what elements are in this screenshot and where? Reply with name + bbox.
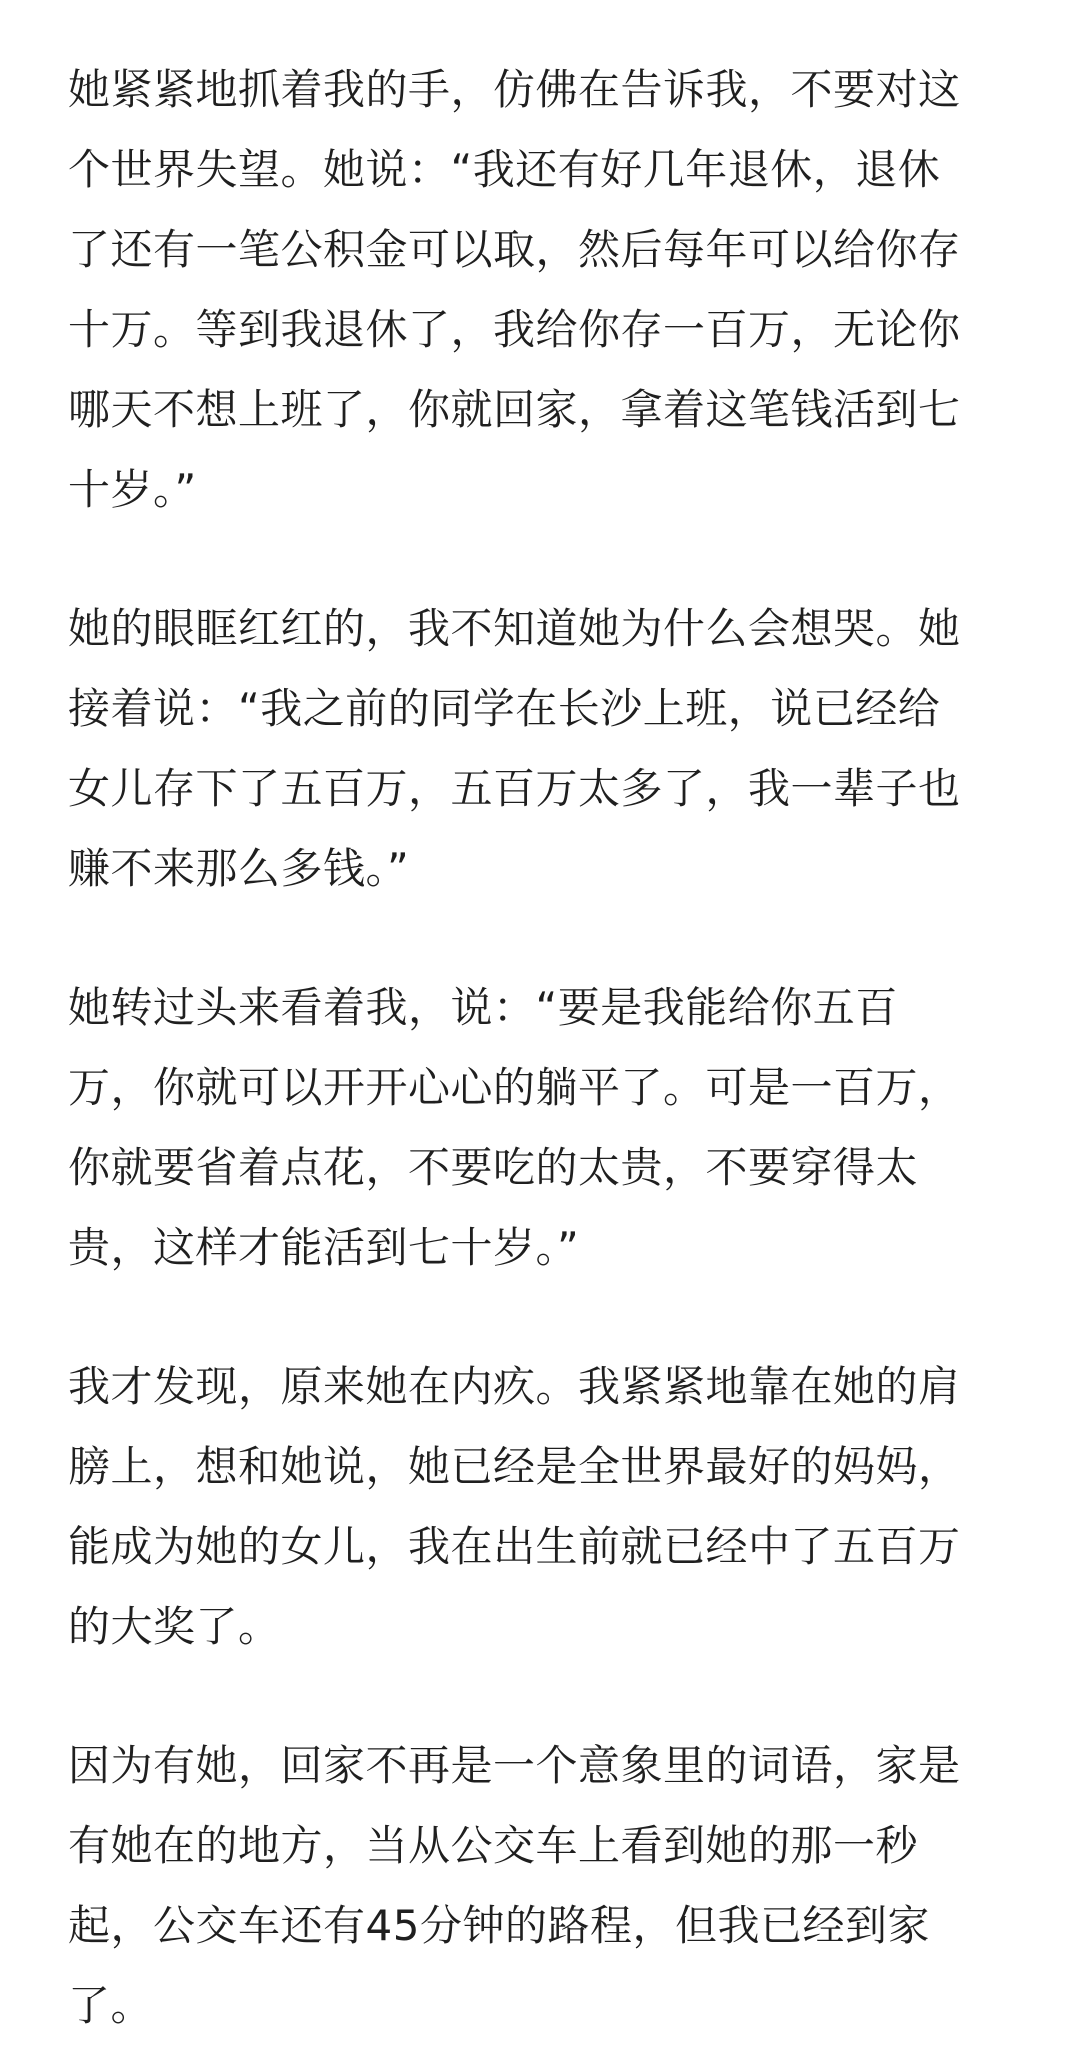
text-line: 起，公交车还有45分钟的路程，但我已经到家 (68, 1901, 930, 1950)
text-line: 万，你就可以开开心心的躺平了。可是一百万， (68, 1063, 961, 1112)
text-line: 我才发现，原来她在内疚。我紧紧地靠在她的肩 (68, 1362, 961, 1411)
paragraph-5 (68, 1726, 1020, 2046)
text-line: 膀上，想和她说，她已经是全世界最好的妈妈， (68, 1442, 961, 1491)
text-line: 你就要省着点花，不要吃的太贵，不要穿得太 (68, 1143, 919, 1192)
text-line: 十万。等到我退休了，我给你存一百万，无论你 (68, 305, 961, 354)
text-line: 接着说：“我之前的同学在长沙上班，说已经给 (68, 684, 941, 733)
text-line: 赚不来那么多钱。” (68, 844, 410, 893)
paragraph-2 (68, 589, 1020, 909)
text-line: 她紧紧地抓着我的手，仿佛在告诉我，不要对这 (68, 65, 961, 114)
text-line: 个世界失望。她说：“我还有好几年退休，退休 (68, 145, 941, 194)
text-line: 有她在的地方，当从公交车上看到她的那一秒 (68, 1821, 919, 1870)
text-line: 了还有一笔公积金可以取，然后每年可以给你存 (68, 225, 961, 274)
text-line: 十岁。” (68, 465, 197, 514)
text-line: 的大奖了。 (68, 1602, 281, 1651)
paragraph-3 (68, 968, 1020, 1288)
text-line: 她的眼眶红红的，我不知道她为什么会想哭。她 (68, 604, 961, 653)
text-line: 因为有她，回家不再是一个意象里的词语，家是 (68, 1741, 961, 1790)
text-line: 女儿存下了五百万，五百万太多了，我一辈子也 (68, 764, 961, 813)
text-line: 能成为她的女儿，我在出生前就已经中了五百万 (68, 1522, 961, 1571)
paragraph-4 (68, 1347, 1020, 1667)
text-line: 她转过头来看着我，说：“要是我能给你五百 (68, 983, 898, 1032)
text-line: 了。 (68, 1981, 154, 2030)
text-line: 哪天不想上班了，你就回家，拿着这笔钱活到七 (68, 385, 961, 434)
paragraph-1 (68, 50, 1020, 530)
text-line: 贵，这样才能活到七十岁。” (68, 1223, 580, 1272)
